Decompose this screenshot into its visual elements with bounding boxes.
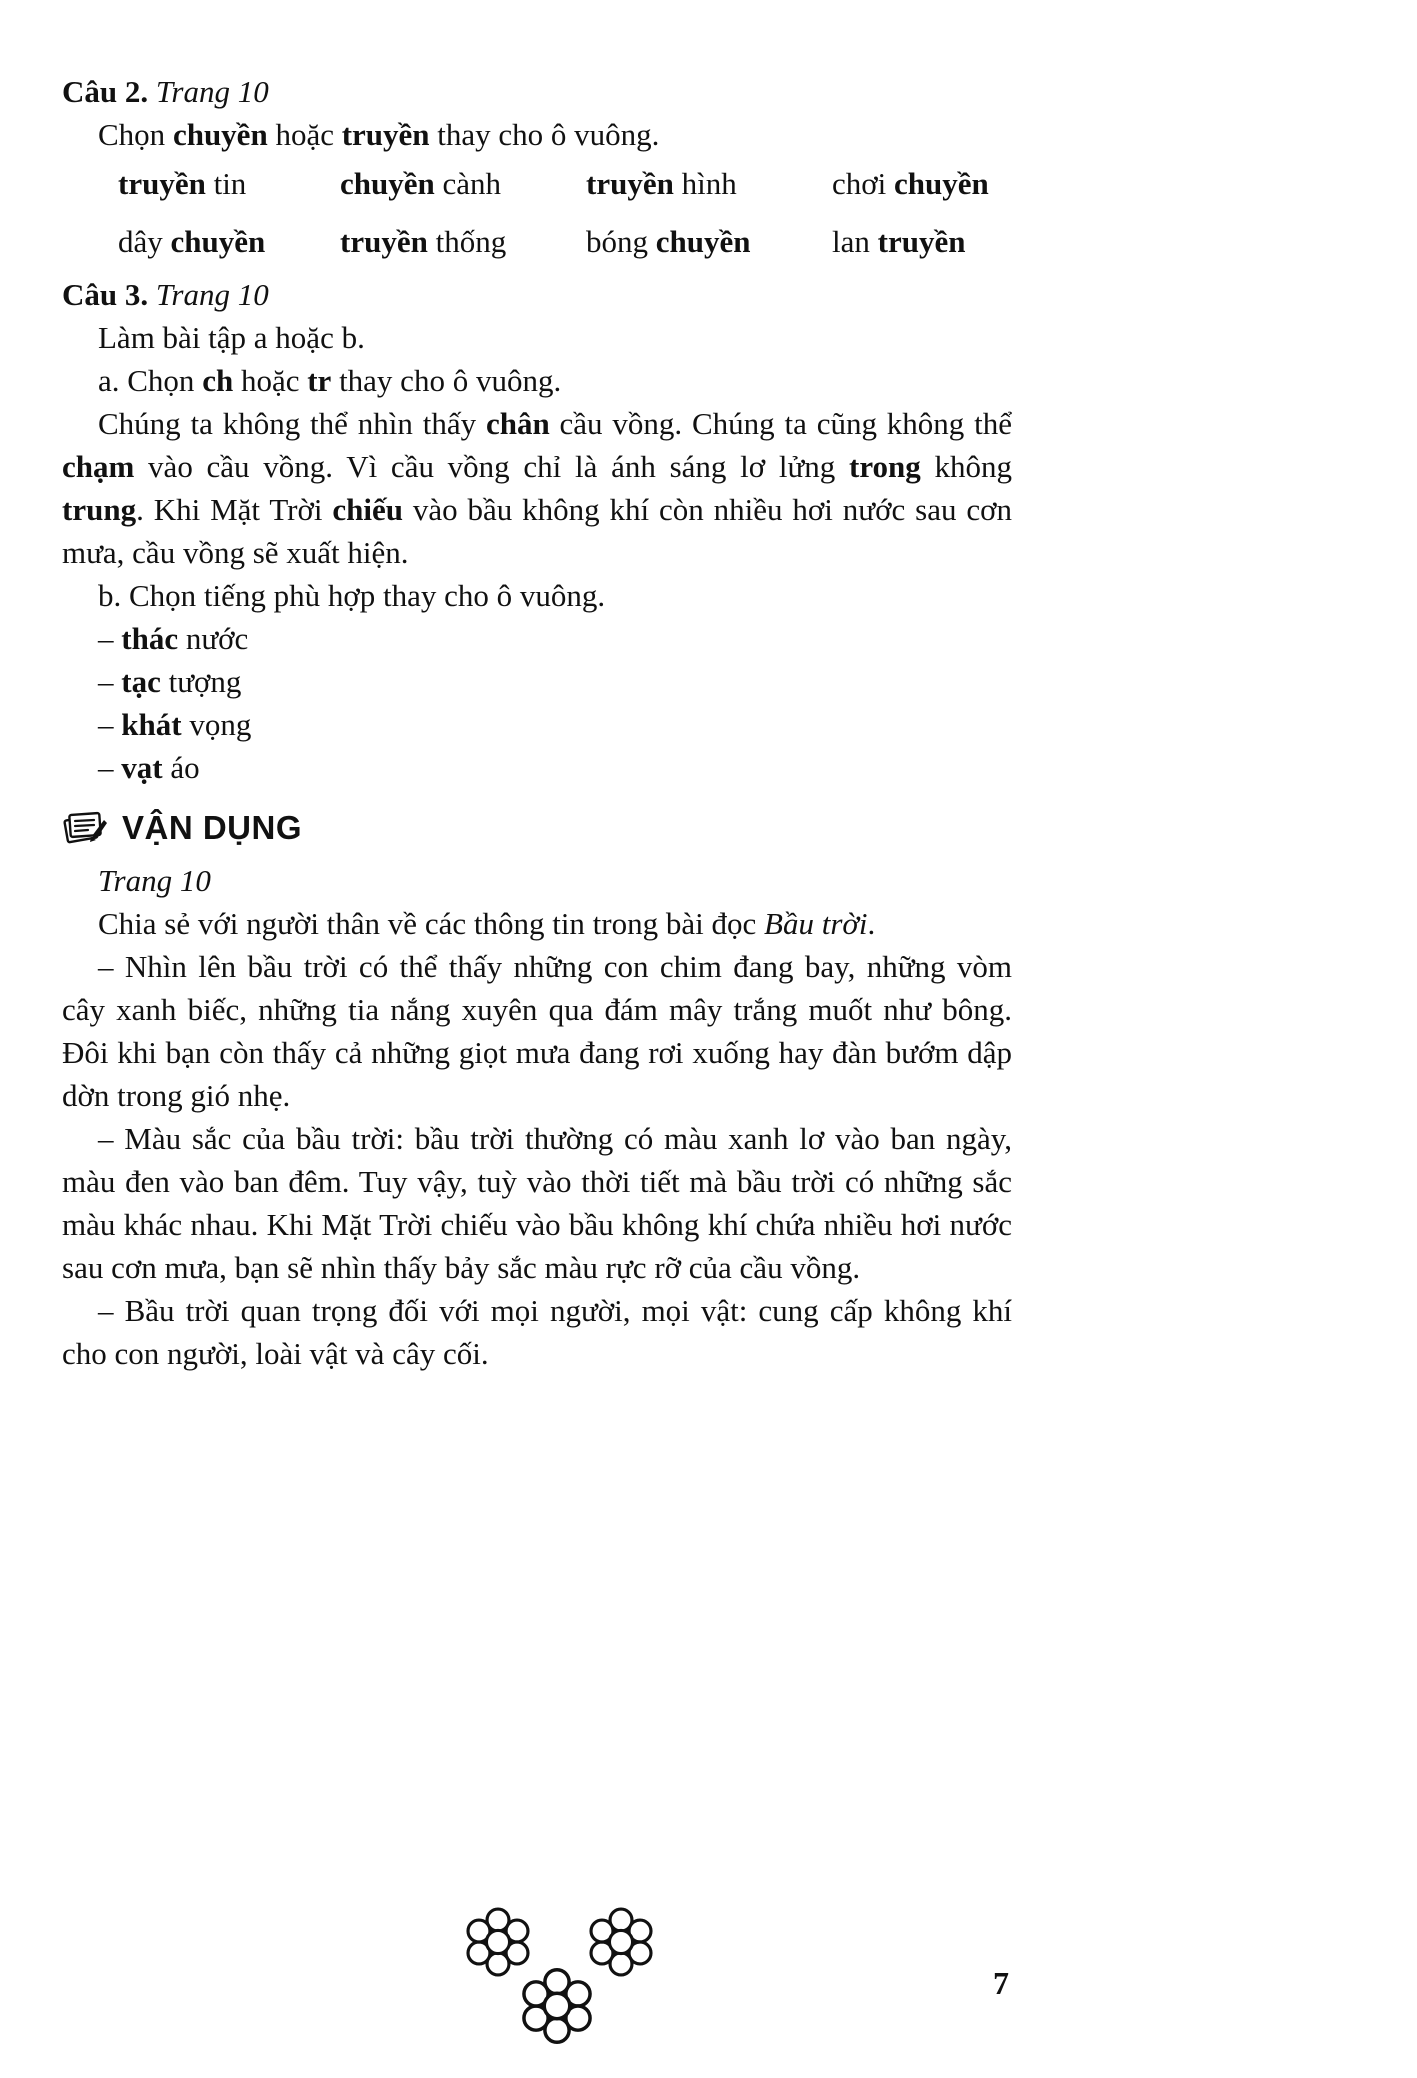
cau2-word-grid [62, 162, 1012, 263]
cau3-option-a: a. Chọn ch hoặc tr thay cho ô vuông. [98, 363, 562, 398]
word-pair: truyền hình [586, 166, 737, 201]
vandung-paragraph-3: – Bầu trời quan trọng đối với mọi người, mọi vật: cung cấp không khí cho con người, loài vật và cây cối. [62, 1293, 1012, 1371]
word-pair: chuyền cành [340, 166, 502, 201]
word-pair: truyền thống [340, 224, 507, 259]
flower-icon [514, 1963, 600, 2060]
pencil-note-icon [62, 806, 108, 848]
cau3-task: Làm bài tập a hoặc b. [98, 320, 365, 355]
vandung-title: VẬN DỤNG [122, 808, 303, 846]
word-pair: chơi chuyền [832, 166, 989, 201]
flower-decoration [62, 1903, 1012, 2078]
cau2-intro: Chọn chuyền hoặc truyền thay cho ô vuông. [98, 117, 660, 152]
list-item: – tạc tượng [98, 664, 242, 699]
list-item: – vạt áo [98, 750, 200, 785]
word-pair: lan truyền [832, 224, 966, 259]
page-content [62, 0, 1012, 2078]
list-item: – khát vọng [98, 707, 252, 742]
vandung-paragraph-1: – Nhìn lên bầu trời có thể thấy những con chim đang bay, những vòm cây xanh biếc, những tia nắng xuyên qua đám mây trắng muốt như bông. Đôi khi bạn còn thấy cả những giọt mưa đang rơi xuống hay đàn bướm dập dờn trong gió nhẹ. [62, 949, 1012, 1113]
cau2-heading: Câu 2. Trang 10 [62, 74, 269, 109]
word-pair: truyền tin [118, 166, 247, 201]
cau3-heading: Câu 3. Trang 10 [62, 277, 269, 312]
page-number: 7 [993, 1965, 1009, 2001]
word-pair: dây chuyền [118, 224, 266, 259]
vandung-section-header [62, 801, 1012, 853]
list-item: – thác nước [98, 621, 249, 656]
vandung-intro: Chia sẻ với người thân về các thông tin trong bài đọc Bầu trời. [98, 906, 876, 941]
cau3-option-b: b. Chọn tiếng phù hợp thay cho ô vuông. [98, 578, 606, 613]
cau3-paragraph-a: Chúng ta không thể nhìn thấy chân cầu vồng. Chúng ta cũng không thể chạm vào cầu vồng. Vì cầu vồng chỉ là ánh sáng lơ lửng trong không trung. Khi Mặt Trời chiếu vào bầu không khí còn nhiều hơi nước sau cơn mưa, cầu vồng sẽ xuất hiện. [62, 406, 1013, 570]
vandung-paragraph-2: – Màu sắc của bầu trời: bầu trời thường có màu xanh lơ vào ban ngày, màu đen vào ban đêm. Tuy vậy, tuỳ vào thời tiết mà bầu trời có những sắc màu khác nhau. Khi Mặt Trời chiếu vào bầu không khí chứa nhiều hơi nước sau cơn mưa, bạn sẽ nhìn thấy bảy sắc màu rực rỡ của cầu vồng. [62, 1121, 1012, 1285]
vandung-page-ref: Trang 10 [98, 863, 211, 898]
word-pair: bóng chuyền [586, 224, 751, 259]
